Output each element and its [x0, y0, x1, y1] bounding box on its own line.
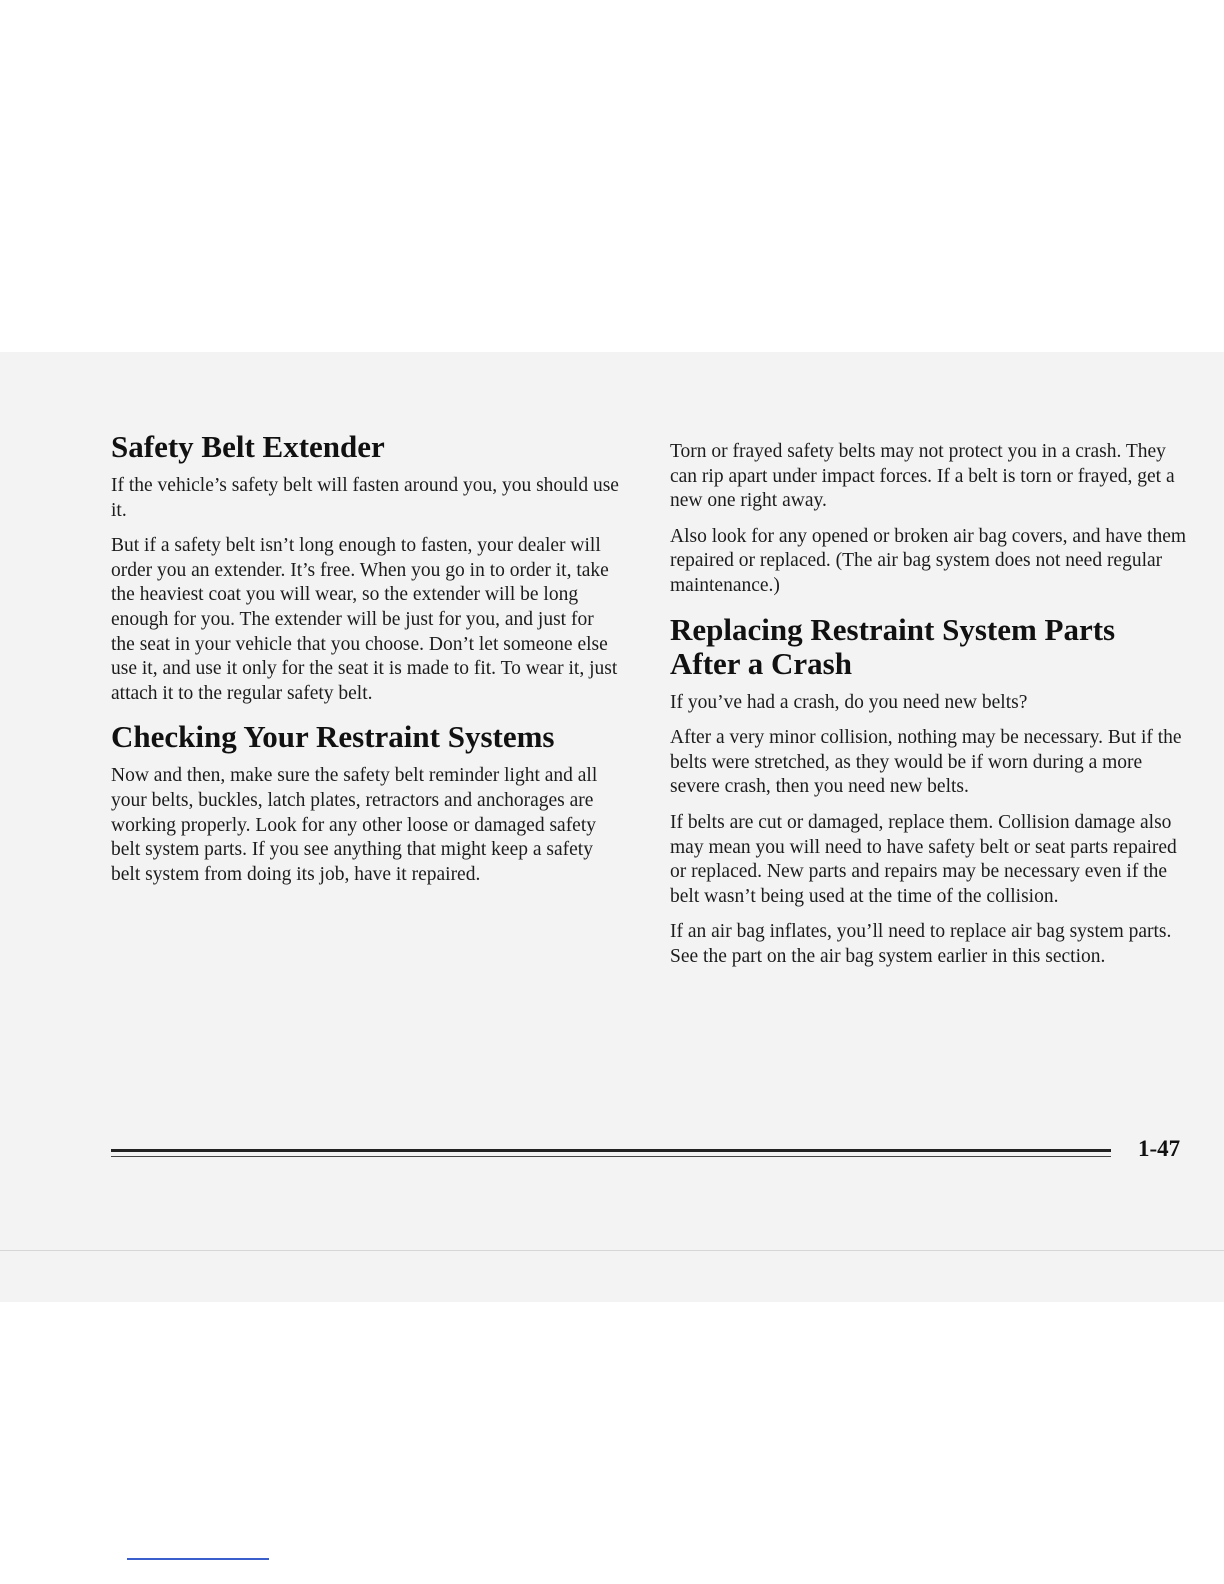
paragraph-torn-belts: Torn or frayed safety belts may not protect you in a crash. They can rip apart under impact forces. If a belt is torn or frayed, get a new one right away.: [670, 441, 1175, 512]
heading-safety-belt-extender: Safety Belt Extender: [111, 429, 385, 464]
footer-rule-thin: [111, 1156, 1111, 1157]
paragraph-air-bag-inflates: If an air bag inflates, you’ll need to replace air bag system parts. See the part on the air bag system earlier in this section.: [670, 921, 1172, 967]
page-bottom-edge: [0, 1250, 1224, 1251]
heading-replacing-parts-after-crash: Replacing Restraint System Parts After a Crash: [670, 611, 1116, 681]
page-number: 1-47: [1138, 1136, 1181, 1161]
paragraph-extender-details: But if a safety belt isn’t long enough to fasten, your dealer will order you an extender. It’s free. When you go in to order it, take the heaviest coat you will wear, so the extender will be long enough for you. The extender will be just for you, and just for the seat in your vehicle that you choose. Don’t let someone else use it, and use it only for the seat it is made to fit. To wear it, just attach it to the regular safety belt.: [111, 535, 618, 704]
paragraph-check-belts: Now and then, make sure the safety belt reminder light and all your belts, buckles, latch plates, retractors and anchorages are working properly. Look for any other loose or damaged safety belt system parts. If you see anything that might keep a safety belt system from doing its job, have it repaired.: [111, 765, 598, 885]
scanned-page: [0, 352, 1224, 1302]
paragraph-should-use-it: If the vehicle’s safety belt will fasten around you, you should use it.: [111, 475, 619, 521]
link-underline[interactable]: [127, 1558, 269, 1560]
paragraph-air-bag-covers: Also look for any opened or broken air bag covers, and have them repaired or replaced. (The air bag system does not need regular maintenance.): [670, 525, 1187, 596]
footer-rule: [111, 1149, 1111, 1159]
heading-checking-restraint-systems: Checking Your Restraint Systems: [111, 719, 555, 755]
paragraph-cut-or-damaged: If belts are cut or damaged, replace them. Collision damage also may mean you will need to have safety belt or seat parts repaired or replaced. New parts and repairs may be necessary even if the belt wasn’t being used at the time of the collision.: [670, 811, 1177, 907]
left-column: [111, 430, 621, 898]
paragraph-minor-collision: After a very minor collision, nothing may be necessary. But if the belts were stretched, as they would be if worn during a more severe crash, then you need new belts.: [670, 727, 1182, 798]
right-column: [670, 440, 1190, 981]
footer-rule-thick: [111, 1149, 1111, 1152]
paragraph-need-new-belts: If you’ve had a crash, do you need new belts?: [670, 691, 1028, 713]
